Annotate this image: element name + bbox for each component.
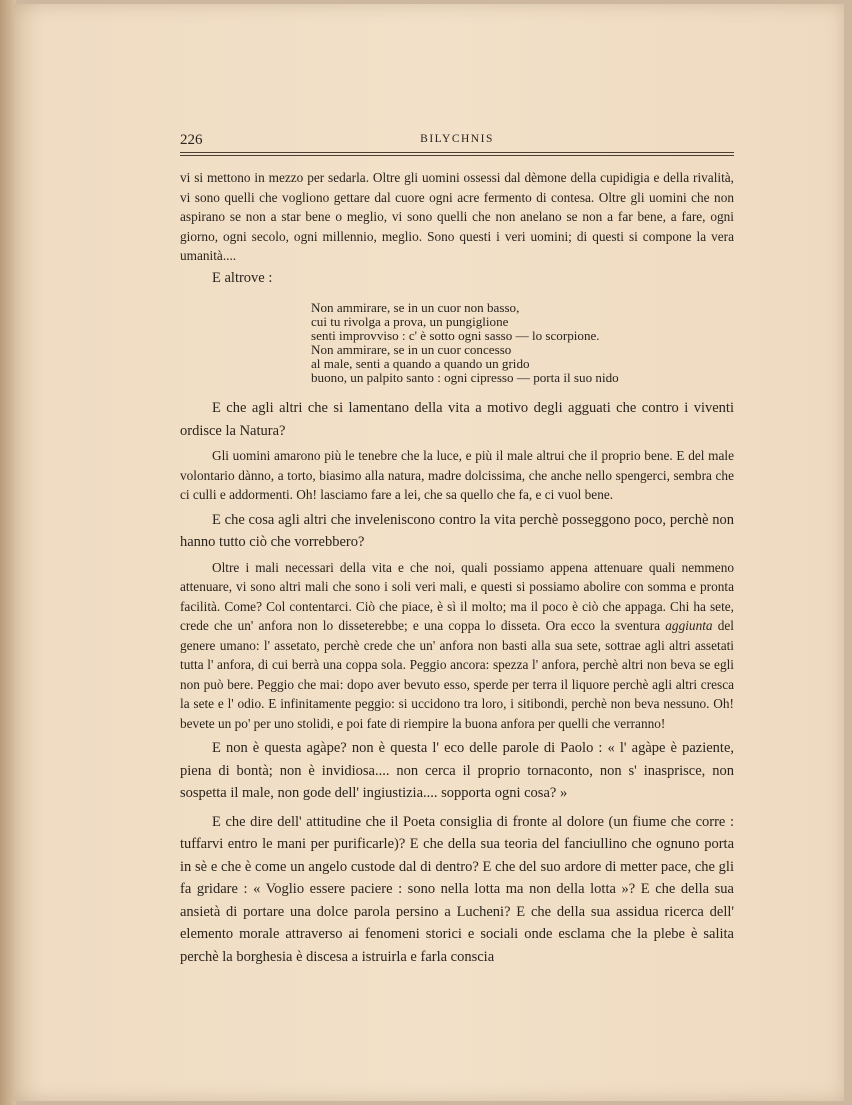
page-number: 226 [180,132,203,148]
poem-line: senti improvviso : c' è sotto ogni sasso — lo scorpione. [311,328,600,343]
page-header [180,132,734,150]
body-paragraph: E che agli altri che si lamentano della vita a motivo degli agguati che contro i viventi ordisce la Natura? [180,400,734,439]
header-rule-bottom [180,155,734,156]
quoted-paragraph: Gli uomini amarono più le tenebre che la luce, e più il male altrui che il proprio bene. E del male volontario dànno, a torto, biasimo alla natura, madre dolcissima, che anche nello spengerci, sembra che ci culli e addormenti. Oh! lasciamo fare a lei, che sa quello che fa, e ci vuol bene. [180,448,734,502]
transition-line: E altrove : [212,269,273,286]
poem-line: al male, senti a quando a quando un grido [311,356,530,371]
poem-line: cui tu rivolga a prova, un pungiglione [311,314,509,329]
body-paragraph: E che cosa agli altri che inveleniscono contro la vita perchè posseggono poco, perchè non hanno tutto ciò che vorrebbero? [180,511,734,550]
poem-line: buono, un palpito santo : ogni cipresso — porta il suo nido [311,370,619,385]
emphasized-word: aggiunta [665,618,713,633]
page-body [180,168,734,968]
quoted-paragraph [180,558,734,734]
header-rule-top [180,152,734,153]
quote-text: del genere umano: l' assetato, perchè crede che un' anfora non basti alla sua sete, sottrae agli altri assetati tutta l' anfora, di cui berrà una coppa sola. Peggio ancora: spezza l' anfora, perchè altri non beva se egli non può bere. Peggio che mai: dopo aver bevuto esso, sperde per terra il liquore perchè agli altri cresca la sete e l' odio. E infinitamente peggio: si uccidono tra loro, i sitibondi, perchè non beva nessuno. Oh! bevete un po' per uno stolidi, e poi fate di riempire la buona anfora per quelli che verranno! [180,618,734,731]
poem-line: Non ammirare, se in un cuor concesso [311,342,512,357]
quoted-paragraph: vi si mettono in mezzo per sedarla. Oltre gli uomini ossessi dal dèmone della cupidigia e della rivalità, vi sono quelli che vogliono gettare dal cuore ogni acre fermento di contesa. Oltre gli uomini che non aspirano se non a star bene o meglio, vi sono quelli che non anelano se non a far bene, a fare, ogni giorno, ogni secolo, ogni millennio, meglio. Sono questi i veri uomini; di questi si compone la vera umanità.... [180,170,734,263]
body-paragraph: E che dire dell' attitudine che il Poeta consiglia di fronte al dolore (un fiume che corre : tuffarvi entro le mani per purificarle)? E che della sua teoria del fanciullino che ognuno porta in sè e che è come un angelo custode dal di dentro? E che del suo ardore di metter pace, che gli fa gridare : « Voglio essere paciere : sono nella lotta ma non della lotta »? E che della sua ansietà di portare una dolce parola persino a Lucheni? E che della sua assidua ricerca dell' elemento morale attraverso ai fenomeni storici e sociali onde esclama che la plebe è salita perchè la borghesia è discesa a istruirla e farla conscia [180,813,734,965]
running-title: BILYCHNIS [420,133,494,145]
quote-text: Oltre i mali necessari della vita e che noi, quali possiamo appena attenuare quali nemmeno attenuare, vi sono altri mali che sono i soli veri mali, e questi si possiamo abolire con somma e pronta facilità. Come? Col contentarci. Ciò che piace, è sì il molto; ma il poco è ciò che appaga. Chi ha sete, crede che un' anfora non lo disseterebbe; e una coppa lo disseta. Ora ecco la sventura [180,559,734,633]
body-paragraph: E non è questa agàpe? non è questa l' eco delle parole di Paolo : « l' agàpe è paziente, piena di bontà; non è invidiosa.... non cerca il proprio tornaconto, non s' inasprisce, non sospetta il male, non gode dell' ingiustizia.... sopporta ogni cosa? » [180,740,734,801]
poem-stanza [311,301,734,385]
poem-line: Non ammirare, se in un cuor non basso, [311,300,520,315]
